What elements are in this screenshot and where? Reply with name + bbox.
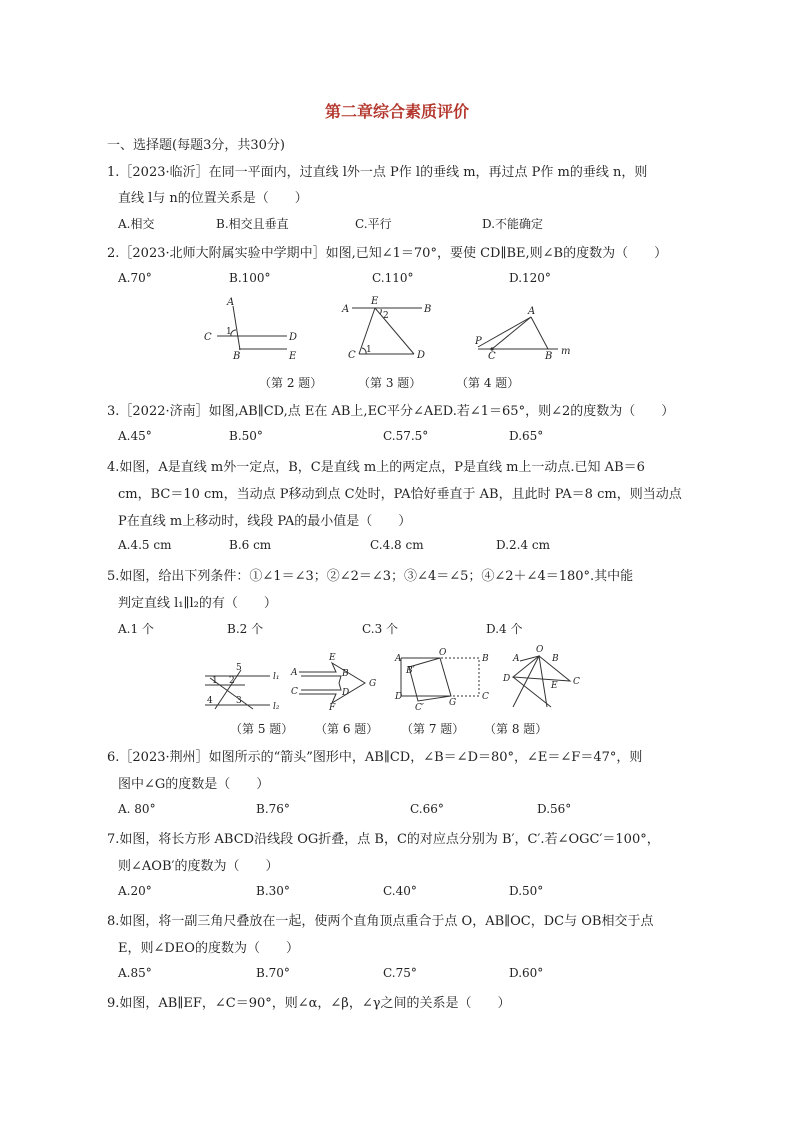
q1-line-1: 1.［2023·临沂］在同一平面内，过直线 l外一点 P作 l的垂线 m，再过点 P作 m的垂线 n，则 (107, 165, 648, 180)
q1-option-d[interactable]: D.不能确定 (482, 217, 544, 231)
q8-line-1: 8.如图，将一副三角尺叠放在一起，使两个直角顶点重合于点 O，AB∥OC，DC与 OB相交于点 (107, 914, 654, 929)
fig8-label-b: B (552, 654, 559, 664)
fig5-label-3: 3 (236, 696, 242, 706)
caption-fig6: （第 6 题） (315, 722, 379, 736)
fig3-label-c: C (348, 350, 356, 361)
q2-option-b[interactable]: B.100° (229, 271, 271, 285)
fig4-line-pa (478, 317, 531, 347)
q2-option-d[interactable]: D.120° (509, 271, 551, 285)
fig4-label-c: C (488, 351, 496, 362)
fig8-label-o: O (536, 645, 544, 655)
q8-option-d[interactable]: D.60° (509, 966, 544, 980)
fig4-line-ac (492, 317, 531, 349)
section-heading: 一、选择题(每题3分，共30分) (107, 138, 285, 153)
caption-fig7: （第 7 题） (401, 722, 465, 736)
fig7-label-o: O (439, 648, 447, 658)
fig7-label-c-prime: C′ (415, 703, 424, 713)
q7-option-a[interactable]: A.20° (118, 884, 152, 898)
fig2-label-b: B (233, 351, 241, 362)
fig2-label-c: C (204, 332, 212, 343)
fig7-label-g: G (449, 698, 457, 708)
q4-option-d[interactable]: D.2.4 cm (496, 538, 551, 552)
fig2-label-a: A (227, 297, 235, 308)
q1-option-c[interactable]: C.平行 (355, 217, 392, 231)
q1-option-a[interactable]: A.相交 (118, 217, 155, 231)
q7-option-d[interactable]: D.50° (509, 884, 544, 898)
fig6-label-f: F (329, 703, 336, 713)
q6-option-c[interactable]: C.66° (410, 802, 444, 816)
q4-line-3: P在直线 m上移动时，线段 PA的最小值是（ ） (118, 514, 412, 529)
figures-row-1 (195, 292, 595, 372)
fig3-label-2: 2 (383, 311, 389, 321)
fig8-label-a: A (513, 654, 520, 664)
fig3-label-d: D (417, 350, 426, 361)
q3-option-b[interactable]: B.50° (229, 429, 263, 443)
fig3-angle-arc-2 (380, 309, 381, 314)
q4-line-1: 4.如图，A是直线 m外一定点，B，C是直线 m上的两定点，P是直线 m上一动点.已知 AB＝6 (107, 460, 645, 475)
q4-option-a[interactable]: A.4.5 cm (118, 538, 172, 552)
q5-option-d[interactable]: D.4 个 (486, 622, 523, 636)
q4-option-c[interactable]: C.4.8 cm (370, 538, 424, 552)
fig6-arrow (299, 663, 365, 703)
fig7-rect (401, 658, 479, 696)
figures-row-2 (195, 643, 580, 718)
fig7-label-a: A (395, 654, 402, 664)
q1-line-2: 直线 l与 n的位置关系是（ ） (118, 191, 308, 206)
fig2-line-ab (233, 306, 240, 350)
q5-option-b[interactable]: B.2 个 (227, 622, 264, 636)
q7-option-c[interactable]: C.40° (383, 884, 417, 898)
fig3-label-a: A (342, 304, 350, 315)
caption-fig5: （第 5 题） (230, 722, 294, 736)
fig5-label-1: 1 (212, 676, 218, 686)
q8-option-b[interactable]: B.70° (256, 966, 290, 980)
caption-fig3: （第 3 题） (358, 376, 422, 390)
fig6-label-e: E (329, 653, 336, 663)
q3-option-c[interactable]: C.57.5° (383, 429, 429, 443)
q2-line-1: 2.［2023·北师大附属实验中学期中］如图,已知∠1＝70°，要使 CD∥BE,则∠B的度数为（ ） (107, 246, 668, 261)
q5-option-c[interactable]: C.3 个 (362, 622, 399, 636)
fig5-label-5: 5 (236, 663, 242, 673)
fig4-line-ab (531, 317, 548, 349)
fig5-label-l1: l₁ (273, 672, 280, 682)
q3-option-a[interactable]: A.45° (118, 429, 152, 443)
fig2-label-d: D (289, 332, 298, 343)
fig5-label-l2: l₂ (273, 702, 280, 712)
fig6-label-b: B (342, 669, 349, 679)
fig4-label-a: A (528, 306, 536, 317)
fig2-label-e: E (289, 351, 297, 362)
fig7-label-b: B (482, 654, 489, 664)
fig8-triangle-1 (513, 656, 570, 681)
q6-option-b[interactable]: B.76° (256, 802, 290, 816)
fig3-line-ed (375, 308, 414, 354)
q4-option-b[interactable]: B.6 cm (229, 538, 272, 552)
fig4-label-m: m (561, 346, 571, 357)
fig2-label-1: 1 (226, 327, 232, 337)
caption-fig4: （第 4 题） (456, 376, 520, 390)
fig7-fold (409, 658, 451, 701)
q2-option-a[interactable]: A.70° (118, 271, 152, 285)
q8-option-a[interactable]: A.85° (118, 966, 152, 980)
q7-line-2: 则∠AOB′的度数为（ ） (118, 859, 279, 874)
page-title: 第二章综合素质评价 (324, 102, 469, 121)
q5-line-2: 判定直线 l₁∥l₂的有（ ） (118, 596, 277, 611)
q1-option-b[interactable]: B.相交且垂直 (216, 217, 289, 231)
fig8-label-d: D (503, 674, 511, 684)
caption-fig2: （第 2 题） (259, 376, 323, 390)
q6-line-1: 6.［2023·荆州］如图所示的“箭头”图形中，AB∥CD，∠B＝∠D＝80°，∠E＝∠F＝47°，则 (107, 750, 643, 765)
q3-option-d[interactable]: D.65° (509, 429, 544, 443)
fig7-label-c: C (482, 692, 489, 702)
caption-fig8: （第 8 题） (484, 722, 548, 736)
fig8-label-c: C (573, 677, 580, 687)
q8-line-2: E，则∠DEO的度数为（ ） (118, 941, 299, 956)
q7-line-1: 7.如图，将长方形 ABCD沿线段 OG折叠，点 B，C的对应点分别为 B′，C′.若∠OGC′＝100°， (107, 832, 660, 847)
fig4-label-b: B (545, 351, 553, 362)
q5-line-1: 5.如图，给出下列条件：①∠1＝∠3；②∠2＝∠3；③∠4＝∠5；④∠2＋∠4＝180°.其中能 (107, 569, 634, 584)
q6-option-d[interactable]: D.56° (537, 802, 572, 816)
fig6-label-d: D (342, 688, 350, 698)
q9-line-1: 9.如图，AB∥EF，∠C＝90°，则∠α，∠β，∠γ之间的关系是（ ） (107, 996, 511, 1011)
q7-option-b[interactable]: B.30° (256, 884, 290, 898)
fig6-label-a: A (291, 668, 298, 678)
fig3-label-e: E (371, 296, 379, 307)
fig3-label-1: 1 (366, 345, 372, 355)
fig4-label-p: P (475, 336, 482, 347)
fig7-label-b-prime: B′ (406, 666, 415, 676)
q6-line-2: 图中∠G的度数是（ ） (118, 777, 270, 792)
q5-option-a[interactable]: A.1 个 (118, 622, 154, 636)
fig5-label-4: 4 (207, 696, 213, 706)
fig3-label-b: B (424, 304, 432, 315)
q3-line-1: 3.［2022·济南］如图,AB∥CD,点 E在 AB上,EC平分∠AED.若∠1＝65°，则∠2的度数为（ ） (107, 404, 675, 419)
q4-line-2: cm，BC＝10 cm，当动点 P移动到点 C处时，PA恰好垂直于 AB，且此时 PA＝8 cm，则当动点 (118, 487, 682, 502)
q2-option-c[interactable]: C.110° (372, 271, 414, 285)
q8-option-c[interactable]: C.75° (383, 966, 417, 980)
fig7-label-d: D (395, 692, 403, 702)
fig5-label-2: 2 (229, 676, 235, 686)
fig6-label-c: C (291, 687, 298, 697)
fig6-label-g: G (369, 679, 377, 689)
q6-option-a[interactable]: A. 80° (118, 802, 156, 816)
fig8-label-e: E (551, 681, 558, 691)
